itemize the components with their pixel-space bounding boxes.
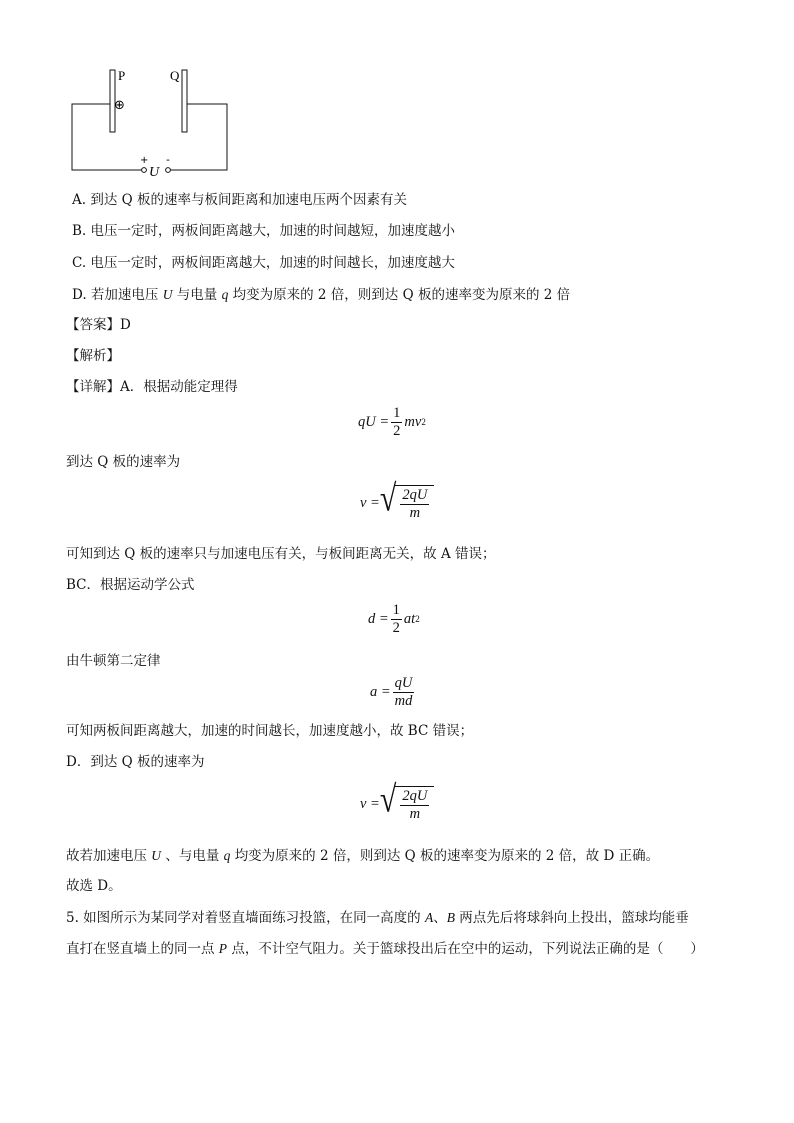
conclusion-d-q: q bbox=[223, 848, 231, 863]
conclusion-d-post: 均变为原来的 2 倍，则到达 Q 板的速率变为原来的 2 倍，故 D 正确。 bbox=[234, 848, 660, 864]
eq5-lhs: v = bbox=[360, 795, 380, 812]
eq3-num: 1 bbox=[391, 603, 402, 620]
radical-icon: √ bbox=[379, 477, 397, 520]
equation-speed-2 bbox=[360, 778, 434, 823]
analysis-title: 【解析】 bbox=[66, 348, 120, 364]
eq1-rhs: mv bbox=[404, 414, 422, 431]
option-d-mid: 与电量 bbox=[176, 287, 218, 303]
eq4-fraction bbox=[393, 676, 415, 709]
eq1-exp: 2 bbox=[421, 417, 426, 428]
option-d bbox=[72, 288, 570, 303]
label-p: P bbox=[118, 68, 126, 83]
eq2-den: m bbox=[409, 505, 421, 522]
eq4-lhs: a = bbox=[370, 684, 391, 701]
q5-line1-post: 两点先后将球斜向上投出，篮球均能垂 bbox=[459, 910, 689, 926]
conclusion-d-mid: 、与电量 bbox=[165, 848, 220, 864]
eq2-sqrt bbox=[379, 477, 434, 522]
plate-q bbox=[182, 70, 187, 132]
terminal-negative bbox=[166, 168, 171, 173]
eq2-num: 2qU bbox=[400, 488, 429, 505]
eq1-lhs: qU = bbox=[358, 414, 390, 431]
q5-point-b: B bbox=[446, 910, 455, 925]
eq3-den: 2 bbox=[392, 620, 400, 637]
text-newton: 由牛顿第二定律 bbox=[66, 653, 161, 669]
text-speed-1: 到达 Q 板的速率为 bbox=[66, 454, 181, 470]
eq2-fraction bbox=[400, 488, 429, 521]
eq3-rhs: at bbox=[403, 611, 416, 628]
option-d-u: U bbox=[162, 287, 173, 302]
eq4-den: md bbox=[394, 693, 413, 710]
eq4-num: qU bbox=[393, 676, 415, 693]
option-d-post: 均变为原来的 2 倍，则到达 Q 板的速率变为原来的 2 倍 bbox=[232, 287, 571, 303]
equation-kinematics bbox=[368, 603, 420, 636]
eq1-fraction bbox=[391, 406, 402, 439]
positive-charge-icon: ⊕ bbox=[114, 98, 125, 113]
text-conclusion-d bbox=[66, 849, 659, 864]
label-plus: + bbox=[140, 155, 149, 166]
q5-line2-pre: 直打在竖直墙上的同一点 bbox=[66, 941, 215, 957]
eq3-fraction bbox=[391, 603, 402, 636]
equation-speed-1 bbox=[360, 477, 434, 522]
option-d-q: q bbox=[221, 287, 229, 302]
q5-point-p: P bbox=[218, 941, 228, 956]
text-conclusion-a: 可知到达 Q 板的速率只与加速电压有关，与板间距离无关，故 A 错误； bbox=[66, 546, 496, 562]
eq2-lhs: v = bbox=[360, 494, 380, 511]
eq3-lhs: d = bbox=[368, 611, 389, 628]
eq1-num: 1 bbox=[391, 406, 402, 423]
eq5-den: m bbox=[409, 806, 421, 823]
q5-sep: 、 bbox=[433, 910, 447, 926]
text-d: D．到达 Q 板的速率为 bbox=[66, 754, 205, 770]
eq5-sqrt bbox=[379, 778, 434, 823]
option-b: B. 电压一定时，两板间距离越大，加速的时间越短，加速度越小 bbox=[72, 223, 456, 239]
eq1-den: 2 bbox=[393, 423, 401, 440]
eq3-exp: 2 bbox=[415, 614, 420, 625]
option-a: A. 到达 Q 板的速率与板间距离和加速电压两个因素有关 bbox=[72, 192, 407, 208]
equation-acceleration bbox=[370, 676, 416, 709]
option-c: C. 电压一定时，两板间距离越大，加速的时间越长，加速度越大 bbox=[72, 255, 455, 271]
q5-line2-post: 点，不计空气阻力。关于篮球投出后在空中的运动，下列说法正确的是（ ） bbox=[231, 941, 704, 957]
q5-point-a: A bbox=[424, 910, 434, 925]
eq5-fraction bbox=[400, 789, 429, 822]
label-minus: - bbox=[166, 153, 170, 166]
conclusion-d-pre: 故若加速电压 bbox=[66, 848, 147, 864]
label-q: Q bbox=[170, 68, 180, 83]
option-d-pre: D. 若加速电压 bbox=[72, 287, 159, 303]
question-5-line-1 bbox=[66, 911, 689, 926]
text-bc: BC．根据运动学公式 bbox=[66, 577, 195, 593]
text-conclusion-bc: 可知两板间距离越大，加速的时间越长，加速度越小，故 BC 错误； bbox=[66, 723, 474, 739]
terminal-positive bbox=[142, 168, 147, 173]
radical-icon: √ bbox=[379, 778, 397, 821]
answer: 【答案】D bbox=[66, 317, 131, 333]
q5-line1-pre: 5. 如图所示为某同学对着竖直墙面练习投篮，在同一高度的 bbox=[66, 910, 421, 926]
detail-a: 【详解】A．根据动能定理得 bbox=[66, 379, 238, 395]
text-choose: 故选 D。 bbox=[66, 878, 122, 894]
capacitor-circuit-diagram bbox=[60, 62, 240, 180]
label-voltage: U bbox=[149, 165, 160, 180]
equation-kinetic-energy bbox=[358, 406, 426, 439]
eq5-num: 2qU bbox=[400, 789, 429, 806]
wire-right bbox=[170, 104, 227, 170]
wire-left bbox=[72, 104, 142, 170]
conclusion-d-u: U bbox=[151, 848, 162, 863]
question-5-line-2 bbox=[66, 942, 704, 957]
